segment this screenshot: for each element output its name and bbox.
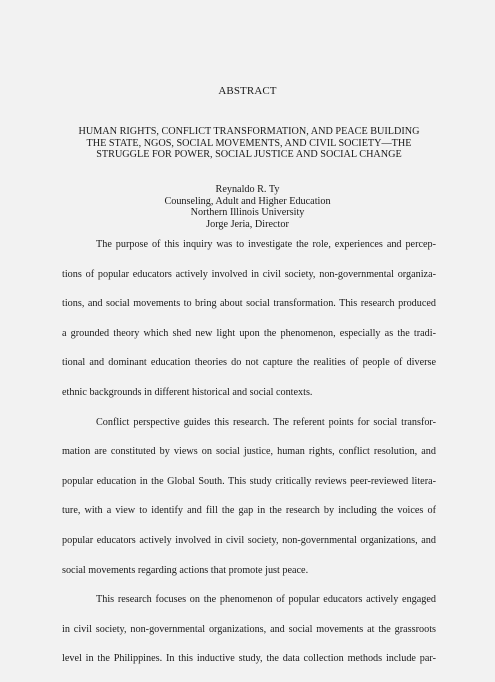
title-line: THE STATE, NGOS, SOCIAL MOVEMENTS, AND CIVIL SOCIETY—THE — [86, 137, 412, 149]
author-block — [0, 184, 495, 230]
abstract-body — [62, 238, 436, 682]
body-line: popular education in the Global South. This study critically reviews peer-reviewed litera- — [62, 475, 436, 487]
body-line: ture, with a view to identify and fill the gap in the research by including the voices of — [62, 505, 436, 517]
body-line: Conflict perspective guides this research. The referent points for social transfor- — [96, 416, 436, 428]
author-university: Northern Illinois University — [190, 207, 305, 219]
author-name: Reynaldo R. Ty — [215, 184, 280, 195]
body-line: The purpose of this inquiry was to investigate the role, experiences and percep- — [96, 239, 436, 250]
body-line: a grounded theory which shed new light upon the phenomenon, especially as the tradi- — [62, 327, 436, 339]
author-department: Counseling, Adult and Higher Education — [164, 195, 331, 207]
body-line: tions, and social movements to bring about social transformation. This research produced — [62, 298, 436, 310]
body-line: social movements regarding actions that promote just peace. — [62, 564, 309, 576]
body-line: ethnic backgrounds in different historical and social contexts. — [62, 386, 313, 398]
body-line: mation are constituted by views on social justice, human rights, conflict resolution, and — [62, 446, 436, 458]
author-director: Jorge Jeria, Director — [206, 218, 289, 230]
body-line: in civil society, non-governmental organizations, and social movements at the grassroots — [62, 623, 436, 635]
title-line: STRUGGLE FOR POWER, SOCIAL JUSTICE AND SOCIAL CHANGE — [96, 149, 402, 160]
body-line: tions of popular educators actively involved in civil society, non-governmental organiza- — [62, 268, 436, 280]
body-line: tional and dominant education theories do not capture the realities of people of diverse — [62, 357, 436, 369]
body-line: This research focuses on the phenomenon of popular educators actively engaged — [96, 594, 436, 606]
abstract-heading: ABSTRACT — [218, 85, 277, 97]
thesis-title — [64, 126, 434, 161]
body-line: level in the Philippines. In this inductive study, the data collection methods include par- — [62, 653, 436, 665]
title-line: HUMAN RIGHTS, CONFLICT TRANSFORMATION, AND PEACE BUILDING — [78, 126, 420, 137]
body-line: popular educators actively involved in civil society, non-governmental organizations, and — [62, 534, 436, 546]
